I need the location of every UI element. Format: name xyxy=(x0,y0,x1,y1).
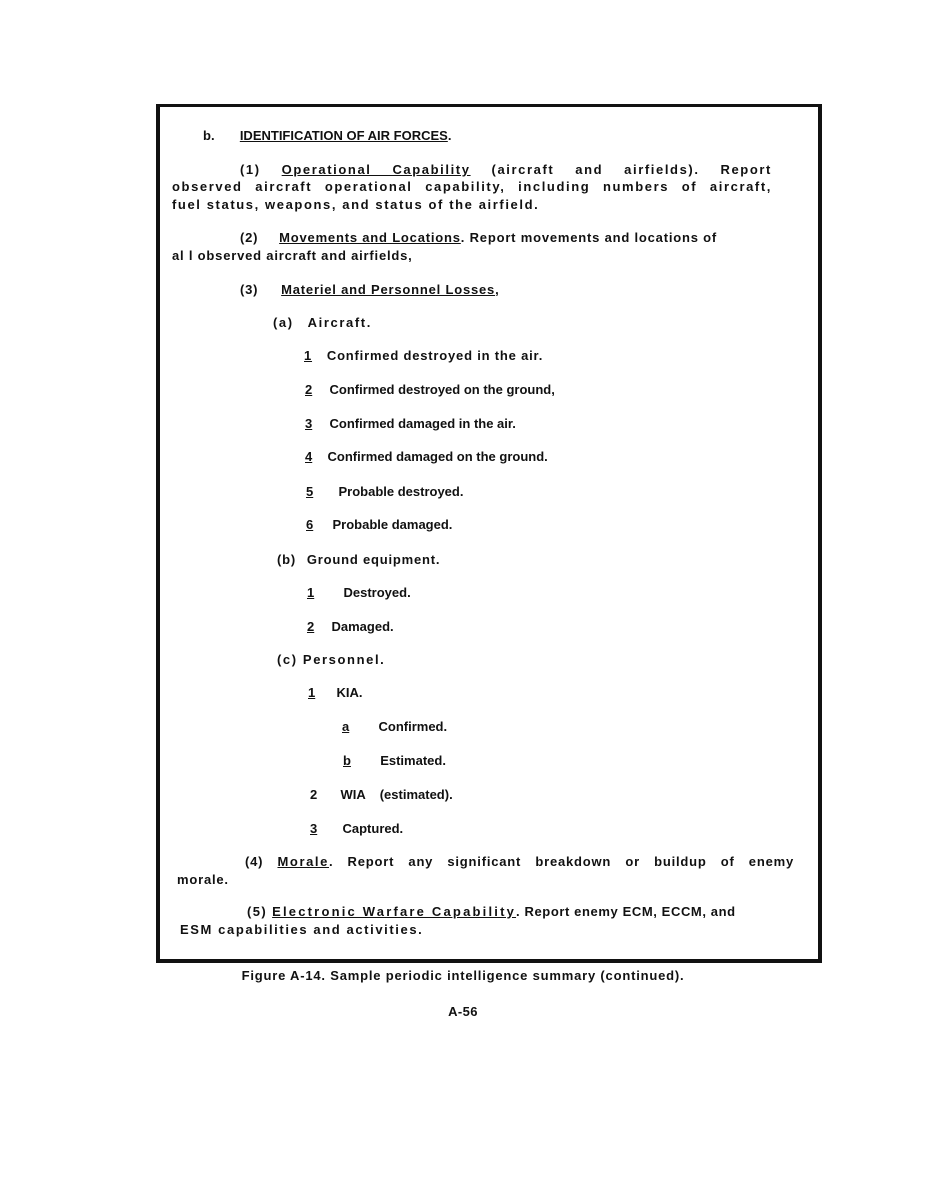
ground-label: (b) xyxy=(277,552,296,567)
ground-item-text: Destroyed. xyxy=(343,585,411,600)
wia-number: 2 xyxy=(310,787,318,802)
para2-line1-rest: . Report movements and locations of xyxy=(460,230,718,245)
ground-item-2 xyxy=(307,619,394,634)
personnel-label: (c) xyxy=(277,652,298,667)
aircraft-item-text: Probable damaged. xyxy=(332,517,453,532)
para3-heading-suffix: , xyxy=(495,282,500,297)
ground-item-1 xyxy=(307,585,411,600)
kia-sub-letter: b xyxy=(343,753,351,768)
ground-title: Ground equipment. xyxy=(306,552,441,567)
para4-line1 xyxy=(177,854,794,869)
ground-item-number: 1 xyxy=(307,585,315,600)
para4-line1-rest: . Report any significant breakdown or buildup of enemy xyxy=(328,854,794,869)
captured-number: 3 xyxy=(310,821,318,836)
para2-line1 xyxy=(240,230,772,245)
aircraft-heading xyxy=(273,315,372,330)
para3-heading-line xyxy=(240,282,500,297)
captured-text: Captured. xyxy=(342,821,404,836)
aircraft-item-6 xyxy=(306,517,452,532)
para2-line2: al l observed aircraft and airfields, xyxy=(172,248,413,263)
ground-item-number: 2 xyxy=(307,619,315,634)
wia-text: WIA (estimated). xyxy=(340,787,453,802)
personnel-captured xyxy=(310,821,403,836)
aircraft-item-text: Probable destroyed. xyxy=(338,484,464,499)
personnel-kia xyxy=(308,685,362,700)
aircraft-item-text: Confirmed damaged in the air. xyxy=(329,416,516,431)
kia-sub-text: Confirmed. xyxy=(378,719,448,734)
para1-line1-rest: (aircraft and airfields). Report xyxy=(491,162,772,177)
kia-text: KIA. xyxy=(336,685,363,700)
para3-num: (3) xyxy=(240,282,259,297)
para4-num: (4) xyxy=(245,854,264,869)
para5-num: (5) xyxy=(247,904,268,919)
section-heading xyxy=(203,128,451,143)
para1-num: (1) xyxy=(240,162,261,177)
page-number: A-56 xyxy=(448,1004,478,1019)
aircraft-item-text: Confirmed destroyed in the air. xyxy=(326,348,544,363)
ground-item-text: Damaged. xyxy=(331,619,394,634)
aircraft-label: (a) xyxy=(273,315,294,330)
aircraft-item-1 xyxy=(304,348,543,363)
para1-line2: observed aircraft operational capability, including numbers of aircraft, xyxy=(172,179,772,194)
kia-sub-letter: a xyxy=(342,719,350,734)
para5-heading: Electronic Warfare Capability xyxy=(272,904,517,919)
para3-heading: Materiel and Personnel Losses xyxy=(281,282,496,297)
personnel-title: Personnel. xyxy=(302,652,386,667)
kia-number: 1 xyxy=(308,685,316,700)
para1-heading: Operational Capability xyxy=(281,162,471,177)
aircraft-item-2 xyxy=(305,382,555,397)
aircraft-item-5 xyxy=(306,484,463,499)
aircraft-item-3 xyxy=(305,416,516,431)
para4-heading: Morale xyxy=(277,854,329,869)
aircraft-item-text: Confirmed damaged on the ground. xyxy=(327,449,548,464)
para2-num: (2) xyxy=(240,230,259,245)
aircraft-item-number: 1 xyxy=(304,348,313,363)
para5-line1-rest: . Report enemy ECM, ECCM, and xyxy=(516,904,736,919)
ground-heading xyxy=(277,552,440,567)
personnel-heading xyxy=(277,652,385,667)
para5-line1 xyxy=(247,904,736,919)
para5-line2: ESM capabilities and activities. xyxy=(180,922,424,937)
para1-line1 xyxy=(172,162,772,177)
aircraft-item-number: 2 xyxy=(305,382,313,397)
aircraft-item-4 xyxy=(305,449,548,464)
kia-sub-a xyxy=(342,719,447,734)
kia-sub-b xyxy=(343,753,446,768)
para1-line3: fuel status, weapons, and status of the airfield. xyxy=(172,197,540,212)
personnel-wia xyxy=(310,787,453,802)
para4-line2: morale. xyxy=(177,872,229,887)
section-label: b. xyxy=(203,128,215,143)
kia-sub-text: Estimated. xyxy=(380,753,446,768)
section-title-suffix: . xyxy=(447,128,452,143)
para2-heading: Movements and Locations xyxy=(279,230,461,245)
aircraft-item-number: 6 xyxy=(306,517,314,532)
section-title: IDENTIFICATION OF AIR FORCES xyxy=(239,128,448,143)
aircraft-title: Aircraft. xyxy=(307,315,372,330)
aircraft-item-number: 4 xyxy=(305,449,313,464)
figure-caption: Figure A-14. Sample periodic intelligence summary (continued). xyxy=(241,968,685,983)
aircraft-item-number: 3 xyxy=(305,416,313,431)
aircraft-item-number: 5 xyxy=(306,484,314,499)
aircraft-item-text: Confirmed destroyed on the ground, xyxy=(329,382,555,397)
